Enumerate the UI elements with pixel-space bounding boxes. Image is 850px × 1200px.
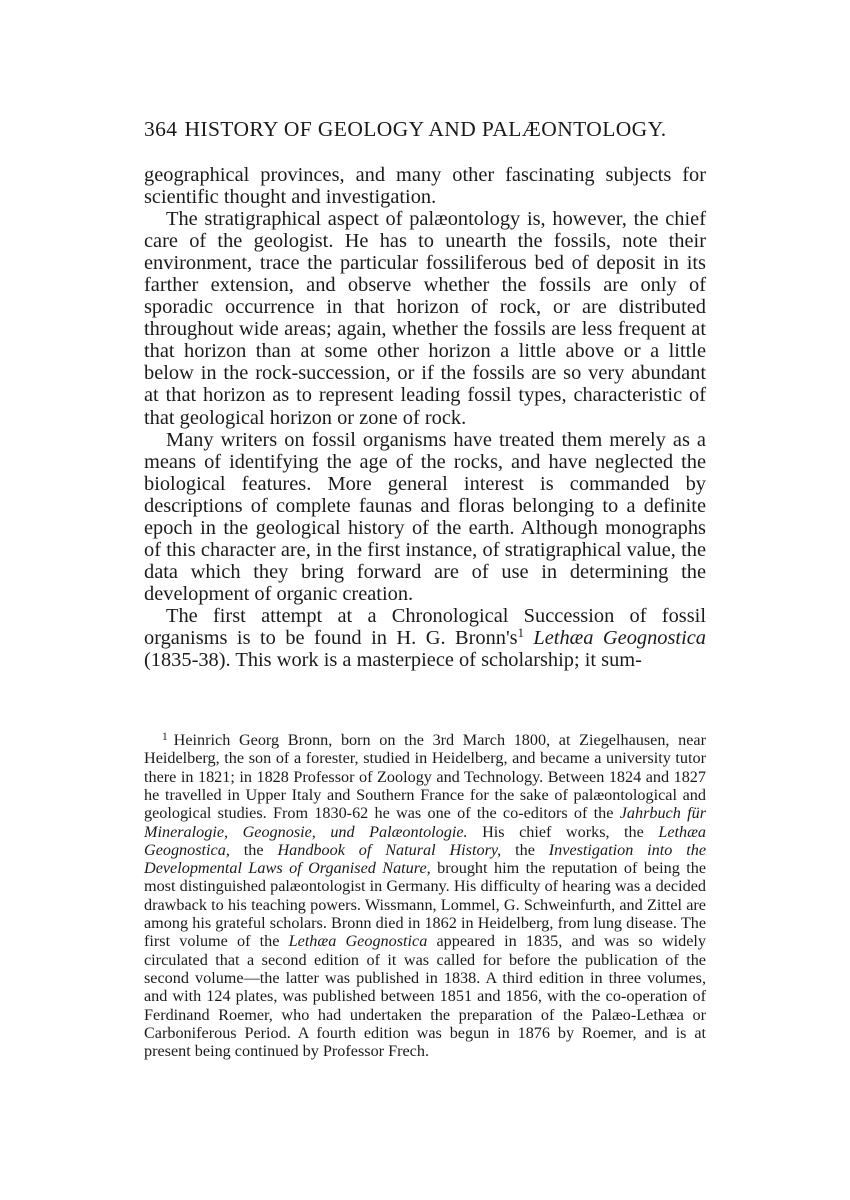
footnote-italic: Handbook of Natural History, xyxy=(277,840,502,859)
footnote xyxy=(144,728,706,1060)
running-header xyxy=(144,117,667,142)
main-text xyxy=(144,164,706,671)
footnotes xyxy=(144,728,706,1060)
page-number: 364 xyxy=(144,117,178,141)
footnote-text: His chief works, the xyxy=(482,822,644,841)
footnote-text: appeared in 1835, and was so widely circulated that a second edition of it was called for before the publication of the second volume—the latter was published in 1838. A third edition in three volumes, and with 124 plates, was published between 1851 and 1856, with the co-operation of Ferdinand Roemer, who had undertaken the preparation of the Palæo-Lethæa or Carboniferous Period. A fourth edition was begun in 1876 by Roemer, and is at present being continued by Professor Frech. xyxy=(144,932,707,1061)
paragraph xyxy=(144,605,706,671)
paragraph: Many writers on fossil organisms have treated them merely as a means of identifying the age of the rocks, and have neglected the biological features. More general interest is commanded by descriptions of complete faunas and floras belonging to a definite epoch in the geological history of the earth. Although monographs of this character are, in the first instance, of stratigraphical value, the data which they bring forward are of use in determining the development of organic creation. xyxy=(144,428,706,605)
running-title: HISTORY OF GEOLOGY AND PALÆONTOLOGY. xyxy=(184,117,667,141)
paragraph: The stratigraphical aspect of palæontology is, however, the chief care of the geologist. He has to unearth the fossils, note their environment, trace the particular fossiliferous bed of deposit in its farther extension, and observe whether the fossils are only of sporadic occurrence in that horizon of rock, or are distributed throughout wide areas; again, whether the fossils are less frequent at that horizon than at some other horizon a little above or a little below in the rock-succession, or if the fossils are so very abundant at that horizon as to represent leading fossil types, characteristic of that geological horizon or zone of rock. xyxy=(144,208,706,429)
footnote-italic: Lethæa Geognostica xyxy=(288,932,428,951)
footnote-text: brought him the reputation of being the most distinguished palæontologist in Germany. His difficulty of hearing was a decided drawback to his teaching powers. Wissmann, Lommel, G. Schweinfurth, and Zittel are among his grateful scholars. Bronn died in 1862 in Heidelberg, from lung disease. The first volume of the xyxy=(144,859,707,951)
footnote-text: Heinrich Georg Bronn, born on the 3rd March 1800, at Ziegelhausen, near Heidelberg, the son of a forester, studied in Heidelberg, and became a university tutor there in 1821; in 1828 Professor of Zoology and Technology. Between 1824 and 1827 he travelled in Upper Italy and Southern France for the sake of palæontological and geological studies. From 1830-62 he was one of the co-editors of the xyxy=(144,731,706,823)
footnote-italic: Lethæa Geognostica, xyxy=(144,822,706,859)
footnote-italic: Investigation into the Developmental Laws of Organised Nature, xyxy=(144,840,707,878)
paragraph-text: The first attempt at a Chronological Succession of fossil organisms is to be found in H. G. Bronn's xyxy=(144,604,706,649)
footnote-text: the xyxy=(243,840,264,859)
footnote-marker: 1 xyxy=(162,731,168,743)
paragraph-text: (1835-38). This work is a masterpiece of scholarship; it sum- xyxy=(144,649,642,672)
paragraph-continued: geographical provinces, and many other fascinating subjects for scientific thought and investigation. xyxy=(144,164,706,209)
footnote-italic: Jahrbuch für Mineralogie, Geognosie, und Palæontologie. xyxy=(144,804,706,841)
footnote-reference: 1 xyxy=(517,626,524,641)
book-title: Lethæa Geognostica xyxy=(533,626,706,649)
footnote-text: the xyxy=(515,840,535,859)
